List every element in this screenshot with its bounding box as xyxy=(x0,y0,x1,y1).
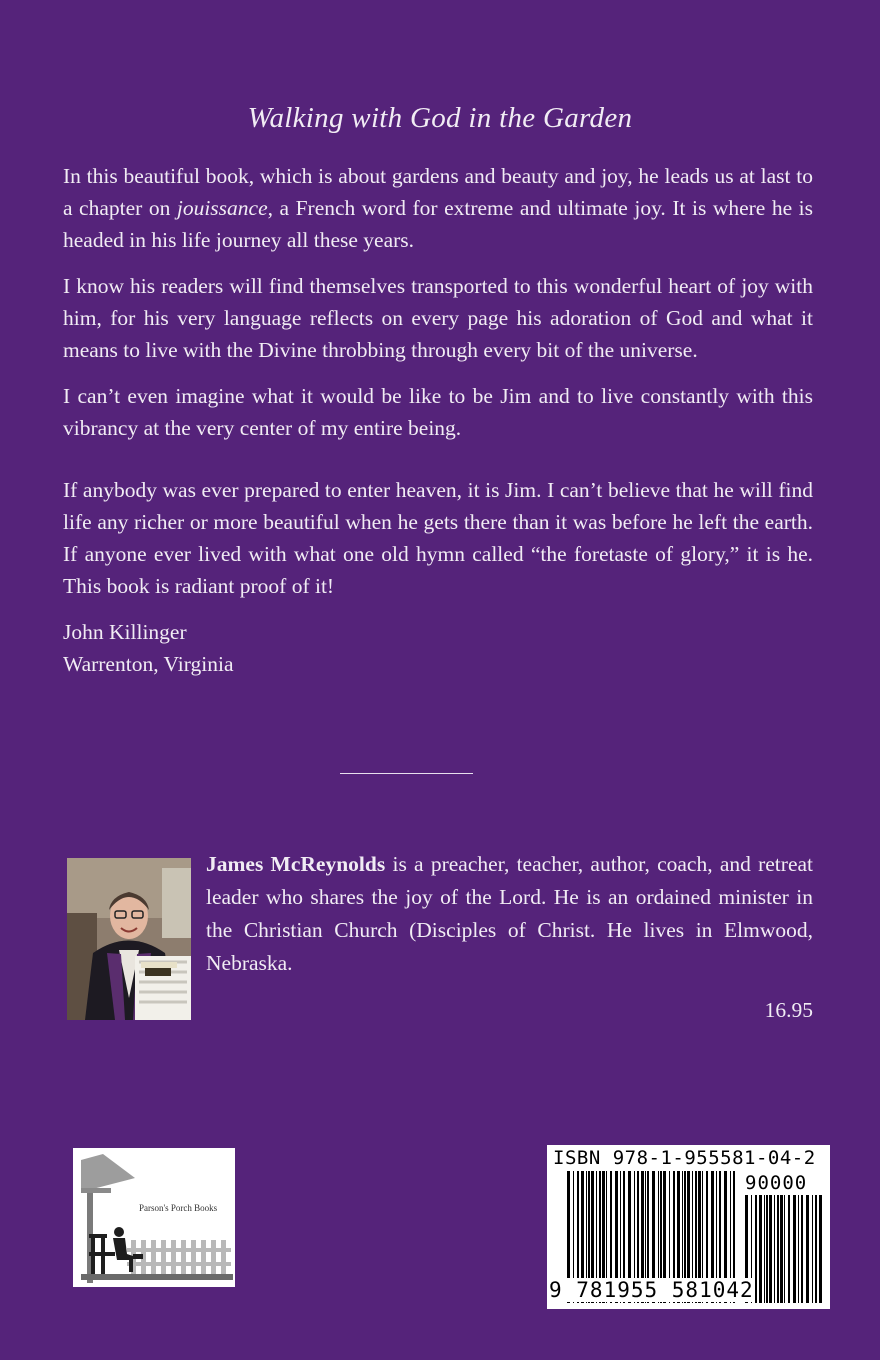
barcode-bar xyxy=(780,1195,783,1303)
barcode-bar xyxy=(769,1195,772,1303)
barcode-bar xyxy=(784,1195,785,1303)
barcode-bar xyxy=(755,1195,757,1303)
publisher-logo xyxy=(73,1148,235,1287)
author-portrait-image xyxy=(67,858,191,1020)
endorsement-blurb xyxy=(63,160,813,680)
author-bio-text: is a preacher, teacher, author, coach, and retreat leader who shares the joy of the Lord. He is an ordained minister in the Christian Church (Disciples of Christ. He lives in Elmwood, Nebraska. xyxy=(206,852,814,975)
barcode-bar xyxy=(793,1195,796,1303)
signature-place: Warrenton, Virginia xyxy=(63,652,234,676)
barcode-bar xyxy=(788,1195,790,1303)
endorsement-paragraph-2: I know his readers will find themselves transported to this wonderful heart of joy with him, for his very language reflects on every page his adoration of God and what it means to live with the Divine throbbing through every bit of the universe. xyxy=(63,274,813,362)
author-bio xyxy=(206,848,813,980)
endorsement-paragraph-4: If anybody was ever prepared to enter heaven, it is Jim. I can’t believe that he will find life any richer or more beautiful when he gets there than it was before he left the earth. If anyone ever lived with what one old hymn called “the foretaste of glory,” it is he. This book is radiant proof of it! xyxy=(63,478,813,598)
barcode-digits: 9 781955 581042 xyxy=(549,1278,754,1302)
signature-name: John Killinger xyxy=(63,620,187,644)
italic-word: jouissance xyxy=(176,196,268,220)
price: 16.95 xyxy=(764,998,813,1022)
barcode-bar xyxy=(774,1195,775,1303)
author-name: James McReynolds xyxy=(206,852,386,876)
barcode-bar xyxy=(801,1195,803,1303)
section-divider xyxy=(340,773,473,774)
barcode-bar xyxy=(766,1195,768,1303)
barcode-bar xyxy=(815,1195,817,1303)
author-photo xyxy=(67,858,191,1020)
book-title: Walking with God in the Garden xyxy=(247,102,633,134)
barcode-bar xyxy=(798,1195,799,1303)
porch-logo-icon xyxy=(73,1148,235,1287)
barcode-bar xyxy=(812,1195,813,1303)
barcode-bar xyxy=(759,1195,762,1303)
endorsement-paragraph-3: I can’t even imagine what it would be like to be Jim and to live constantly with this vibrancy at the very center of my entire being. xyxy=(63,384,813,440)
isbn-number: ISBN 978-1-955581-04-2 xyxy=(553,1147,816,1169)
barcode-price-code: 90000 xyxy=(745,1172,808,1194)
barcode-bar xyxy=(806,1195,809,1303)
endorsement-paragraph-1: In this beautiful book, which is about gardens and beauty and joy, he leads us at last to a chapter on jouissance, a French word for extreme and ultimate joy. It is where he is headed in his life journey all these years. xyxy=(63,164,814,252)
isbn-barcode xyxy=(547,1145,830,1309)
barcode-bar xyxy=(777,1195,779,1303)
barcode-bar xyxy=(764,1195,765,1303)
barcode-bar xyxy=(819,1195,822,1303)
publisher-name: Parson's Porch Books xyxy=(139,1203,218,1213)
endorsement-signature xyxy=(63,616,813,680)
